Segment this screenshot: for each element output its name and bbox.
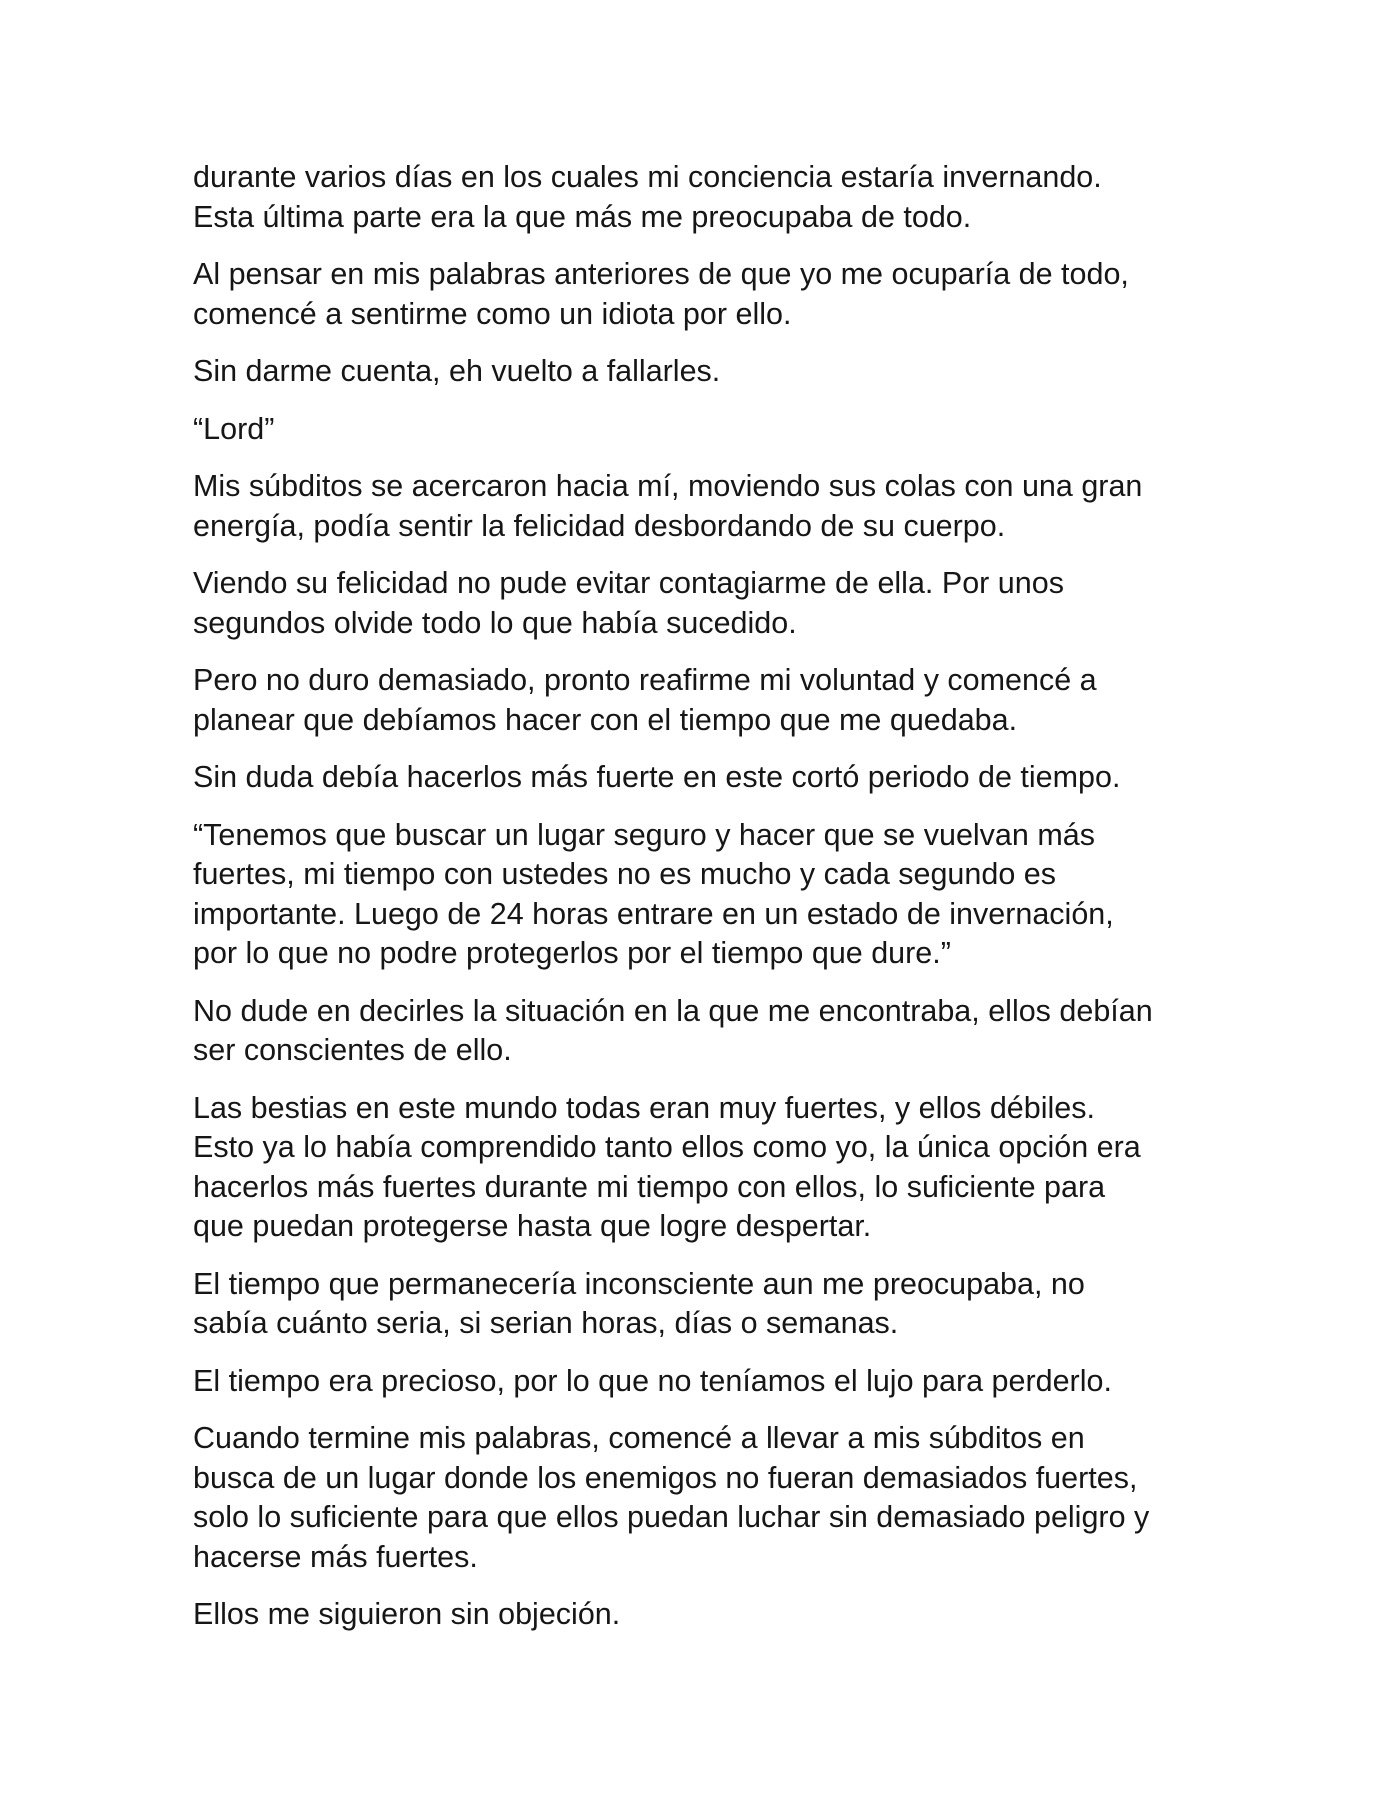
paragraph [193, 1089, 1233, 1247]
paragraph [193, 1362, 1233, 1402]
text-line: Sin darme cuenta, eh vuelto a fallarles. [193, 354, 721, 388]
body-text [193, 158, 1233, 1653]
text-line: planear que debíamos hacer con el tiempo que me quedaba. [193, 702, 1018, 737]
text-line: Esta última parte era la que más me preocupaba de todo. [193, 199, 972, 234]
text-line: Las bestias en este mundo todas eran muy fuertes, y ellos débiles. [193, 1090, 1095, 1125]
text-line: No dude en decirles la situación en la que me encontraba, ellos debían [193, 993, 1153, 1028]
paragraph [193, 661, 1233, 740]
text-line: ser conscientes de ello. [193, 1033, 512, 1067]
text-line: Viendo su felicidad no pude evitar contagiarme de ella. Por unos [193, 566, 1064, 600]
text-line: “Lord” [193, 411, 275, 446]
text-line: segundos olvide todo lo que había sucedido. [193, 605, 797, 640]
text-line: por lo que no podre protegerlos por el tiempo que dure.” [193, 936, 951, 970]
paragraph [193, 467, 1233, 546]
text-line: Esto ya lo había comprendido tanto ellos como yo, la única opción era [193, 1130, 1141, 1164]
paragraph [193, 255, 1233, 334]
text-line: Pero no duro demasiado, pronto reafirme mi voluntad y comencé a [193, 663, 1097, 697]
text-line: solo lo suficiente para que ellos puedan luchar sin demasiado peligro y [193, 1500, 1150, 1534]
text-line: Sin duda debía hacerlos más fuerte en este cortó periodo de tiempo. [193, 760, 1121, 794]
paragraph [193, 1265, 1233, 1344]
text-line: busca de un lugar donde los enemigos no fueran demasiados fuertes, [193, 1460, 1138, 1495]
text-line: Ellos me siguieron sin objeción. [193, 1597, 621, 1631]
text-line: comencé a sentirme como un idiota por ello. [193, 296, 792, 331]
text-line: Mis súbditos se acercaron hacia mí, moviendo sus colas con una gran [193, 469, 1143, 503]
paragraph [193, 1595, 1233, 1635]
text-line: durante varios días en los cuales mi conciencia estaría invernando. [193, 160, 1102, 194]
text-line: Cuando termine mis palabras, comencé a llevar a mis súbditos en [193, 1421, 1085, 1455]
paragraph [193, 158, 1233, 237]
text-line: El tiempo que permanecería inconsciente aun me preocupaba, no [193, 1266, 1085, 1301]
paragraph [193, 564, 1233, 643]
text-line: “Tenemos que buscar un lugar seguro y hacer que se vuelvan más [193, 817, 1095, 852]
text-line: El tiempo era precioso, por lo que no teníamos el lujo para perderlo. [193, 1363, 1112, 1398]
text-line: importante. Luego de 24 horas entrare en un estado de invernación, [193, 896, 1114, 931]
text-line: energía, podía sentir la felicidad desbordando de su cuerpo. [193, 508, 1006, 543]
text-line: hacerse más fuertes. [193, 1539, 478, 1574]
paragraph [193, 758, 1233, 798]
paragraph [193, 992, 1233, 1071]
text-line: fuertes, mi tiempo con ustedes no es mucho y cada segundo es [193, 857, 1056, 891]
paragraph [193, 352, 1233, 392]
paragraph [193, 410, 1233, 450]
paragraph [193, 816, 1233, 974]
text-line: Al pensar en mis palabras anteriores de que yo me ocuparía de todo, [193, 257, 1129, 291]
text-line: que puedan protegerse hasta que logre despertar. [193, 1209, 872, 1243]
text-line: sabía cuánto seria, si serian horas, días o semanas. [193, 1306, 899, 1340]
paragraph [193, 1419, 1233, 1577]
text-line: hacerlos más fuertes durante mi tiempo con ellos, lo suficiente para [193, 1169, 1106, 1204]
